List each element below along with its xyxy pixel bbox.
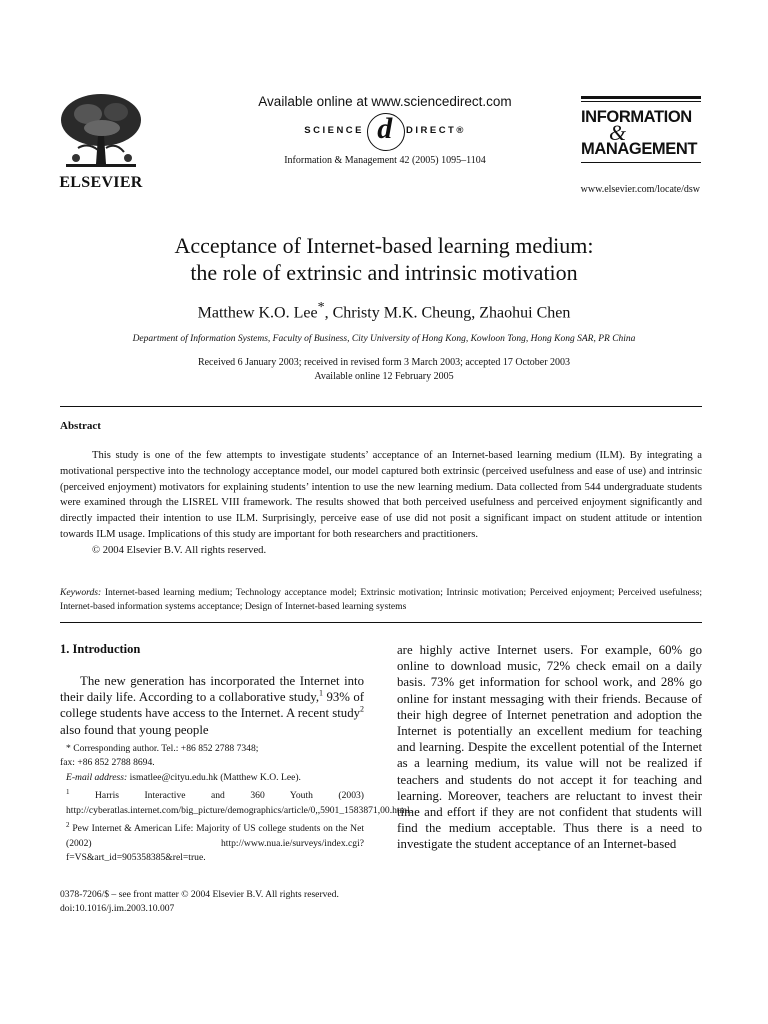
abstract-body (60, 448, 702, 559)
logo-rule-thin (581, 101, 701, 102)
footnote-corresponding (60, 742, 364, 756)
keywords (60, 586, 702, 614)
logo-rule-bottom (581, 162, 701, 163)
sciencedirect-d-mark: d (367, 113, 405, 151)
footnote-1 (60, 785, 413, 818)
journal-logo-line2: MANAGEMENT (581, 140, 698, 158)
header-center (200, 94, 570, 166)
footnote-1-text: Harris Interactive and 360 Youth (2003) http://cyberatlas.internet.com/big_picture/demographics/article/0,,5901_1583871,00.html. (66, 790, 413, 816)
article-dates (60, 356, 708, 384)
intro-text-3: also found that young people (60, 722, 209, 737)
footnote-mark-corr: * (66, 742, 71, 754)
footnote-2 (60, 818, 364, 865)
journal-logo (581, 96, 701, 163)
page-footer (60, 888, 339, 917)
divider-bottom (60, 622, 702, 623)
author-1: Matthew K.O. Lee (197, 304, 318, 322)
author-list (60, 300, 708, 322)
intro-paragraph (60, 673, 364, 738)
footnote-ref-1[interactable]: 1 (319, 688, 324, 698)
elsevier-tree-icon (58, 92, 144, 172)
footnote-1-mark: 1 (66, 788, 70, 797)
intro-text-2: 93% of college students have access to the Internet. A recent study (60, 690, 364, 721)
journal-citation: Information & Management 42 (2005) 1095–1104 (284, 155, 486, 166)
affiliation: Department of Information Systems, Faculty of Business, City University of Hong Kong, Kowloon Tong, Hong Kong SAR, PR China (132, 334, 636, 344)
footnote-fax: fax: +86 852 2788 8694. (60, 757, 155, 769)
email-address[interactable]: ismatlee@cityu.edu.hk (Matthew K.O. Lee). (127, 771, 301, 783)
other-authors: , Christy M.K. Cheung, Zhaohui Chen (324, 304, 571, 322)
dates-available: Available online 12 February 2005 (314, 371, 454, 382)
abstract-copyright: © 2004 Elsevier B.V. All rights reserved. (92, 544, 267, 556)
journal-url[interactable]: www.elsevier.com/locate/dsw (580, 184, 700, 195)
abstract-text: This study is one of the few attempts to investigate students’ acceptance of an Internet-based learning medium (ILM). By integrating a motivational perspective into the technology acceptance model, our model captured both extrinsic (perceived usefulness and ease of use) and intrinsic (perceived enjoyment) motivators for explaining students’ intention to use the new learning medium. Data collected from 544 undergraduate students were examined through the LISREL VIII framework. The results showed that both perceived usefulness and perceived enjoyment significantly and directly impacted their intention to use ILM. Surprisingly, perceive ease of use did not posit a significant impact on student attitude or intention towards ILM usage. Implications of this study are important for both researchers and practitioners. (60, 450, 702, 540)
available-online-text: Available online at www.sciencedirect.com (258, 94, 512, 109)
body-column-left (60, 642, 413, 865)
intro-text-1: The new generation has incorporated the Internet into their daily life. According to a collaborative study, (60, 674, 364, 705)
intro-paragraph-continued: are highly active Internet users. For example, 60% go online to download music, 72% check email on a daily basis. 73% get information for school work, and 28% go online for instant messaging with their friends. Because of their high degree of Internet penetration and adoption the Internet is potentially an excellent medium for teaching and learning. Despite the excellent potential of the Internet as a learning medium, its value will not be realized if teachers and students do not accept it for teaching and learning. Moreover, teachers are reluctant to invest their time and effort if they are not confident that students will find the medium acceptable. Thus there is a need to investigate the student acceptance of an Internet-based (397, 643, 702, 852)
footnotes (60, 742, 413, 866)
email-label: E-mail address: (66, 771, 128, 783)
footnote-corr-line1: Corresponding author. Tel.: +86 852 2788 7348; (70, 742, 259, 754)
divider-top (60, 406, 702, 407)
sciencedirect-left-word: SCIENCE (304, 125, 364, 136)
abstract-heading: Abstract (60, 420, 101, 432)
journal-logo-line1: INFORMATION (581, 108, 692, 126)
dates-received: Received 6 January 2003; received in revised form 3 March 2003; accepted 17 October 2003 (197, 357, 571, 368)
doi-line[interactable]: doi:10.1016/j.im.2003.10.007 (60, 903, 175, 915)
keywords-label: Keywords: (60, 587, 102, 598)
corresponding-author-mark[interactable]: * (317, 300, 325, 315)
issn-line: 0378-7206/$ – see front matter © 2004 Elsevier B.V. All rights reserved. (60, 889, 339, 900)
journal-logo-amp: & (609, 120, 627, 145)
elsevier-logo (58, 92, 144, 192)
section-heading: 1. Introduction (60, 642, 141, 656)
footnote-ref-2[interactable]: 2 (360, 705, 364, 715)
publisher-name: ELSEVIER (59, 174, 143, 191)
body-column-right (397, 642, 702, 853)
title-line2: the role of extrinsic and intrinsic motivation (190, 260, 578, 285)
footnote-2-text: Pew Internet & American Life: Majority of US college students on the Net (2002) http://www.nua.ie/surveys/index.cgi?f=VS&art_id=905358385&rel=true. (66, 823, 364, 864)
footnote-2-mark: 2 (66, 821, 70, 830)
sciencedirect-logo (200, 112, 570, 147)
logo-rule-top (581, 96, 701, 99)
article-title (60, 232, 708, 286)
keywords-text: Internet-based learning medium; Technology acceptance model; Extrinsic motivation; Intrinsic motivation; Perceived enjoyment; Perceived usefulness; Internet-based information systems acceptance; Design of Internet-based learning systems (60, 587, 702, 612)
footnote-email (60, 771, 364, 785)
sciencedirect-right-word: DIRECT® (406, 125, 466, 136)
title-line1: Acceptance of Internet-based learning medium: (174, 233, 594, 258)
